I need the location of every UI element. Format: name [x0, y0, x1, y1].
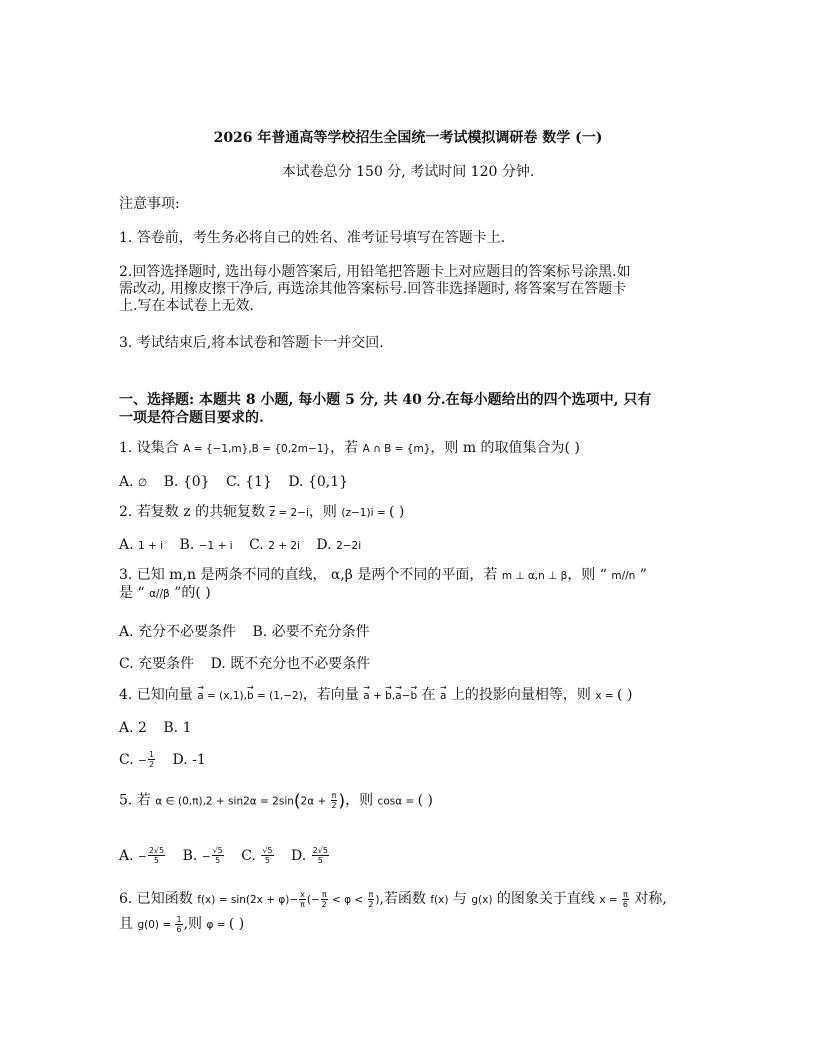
q5-option-b-numerator: √5 [212, 846, 223, 855]
q4-option-c-numerator: 1 [148, 750, 155, 759]
q1-text-3: ，则 m 的取值集合为( ) [430, 440, 580, 456]
q5-option-a-label: A. [119, 847, 139, 864]
q3-text-2: ，则 “ [567, 567, 612, 583]
q6-text-3: 与 [448, 891, 472, 907]
exam-title: 2026 年普通高等学校招生全国统一考试模拟调研卷 数学 (一) [213, 130, 603, 146]
q5-math-2: (0,π) [178, 795, 203, 808]
q3-text-1: 3. 已知 m,n 是两条不同的直线， α,β 是两个不同的平面，若 [119, 567, 502, 583]
q6-pi-over-2-b [368, 890, 375, 909]
q2-math-2: (z−1)i = [341, 507, 389, 519]
q4-text-3: 在 [417, 687, 441, 703]
q4-option-d[interactable]: D. -1 [172, 751, 206, 768]
q6-math-2: (− [306, 894, 320, 906]
note-3: 3. 考试结束后,将本试卷和答题卡一并交回. [119, 335, 384, 351]
q2-option-c-label: C. [249, 537, 269, 553]
q4-option-c-sign: − [138, 754, 147, 767]
section-heading-line-2: 一项是符合题目要求的. [119, 410, 264, 426]
q1-option-b-label: B. [163, 474, 183, 490]
note-2-line-3: 上.写在本试卷上无效. [119, 298, 254, 314]
q6-text-8: ( ) [228, 916, 245, 932]
q6-frac3-denominator: 2 [368, 899, 374, 909]
q1-math-1: A = {−1,m},B = {0,2m−1} [183, 443, 331, 455]
q4-math-2: = (1,−2) [253, 690, 303, 702]
exam-subtitle: 本试卷总分 150 分, 考试时间 120 分钟. [281, 164, 535, 180]
q6-frac5-numerator: 1 [176, 914, 182, 924]
q6-math-5: f(x) [430, 894, 449, 906]
q6-one-over-6 [175, 915, 182, 934]
q3-text-5: ”的( ) [169, 585, 211, 601]
q4-option-c[interactable] [119, 752, 156, 768]
q1-option-d-value: {0,1} [307, 474, 349, 490]
q4-options-row-1 [119, 720, 704, 737]
q5-option-c-label: C. [241, 847, 261, 864]
q4-plus: + [369, 690, 386, 702]
q6-text-5: 对称, [629, 891, 667, 907]
q1-option-c-label: C. [226, 474, 246, 490]
q3-options-row-2 [119, 656, 704, 673]
q2-option-a-value: 1 + i [138, 540, 164, 552]
q3-option-b[interactable]: B. 必要不充分条件 [252, 624, 370, 640]
q4-vec-a-2: → a [395, 688, 401, 705]
q1-math-2: A ∩ B = {m} [362, 443, 431, 455]
question-2 [119, 504, 704, 522]
q2-option-c[interactable] [249, 537, 300, 553]
q3-line-2 [119, 585, 704, 603]
q6-text-7: ,则 [183, 916, 207, 932]
q1-text-2: ，若 [330, 440, 363, 456]
q6-math-1: f(x) = sin(2x + φ)− [197, 894, 299, 906]
q2-conjugate-z: $\overline{z}$ [269, 507, 276, 519]
q6-math-9: φ = [206, 919, 229, 931]
note-2-line-1: 2.回答选择题时, 选出每小题答案后, 用铅笔把答题卡上对应题目的答案标号涂黑.如 [119, 264, 631, 280]
note-2-line-2: 需改动, 用橡皮擦干净后, 再选涂其他答案标号.回答非选择题时, 将答案写在答题卡 [119, 281, 627, 297]
q5-option-c-denominator: 5 [264, 856, 270, 865]
q5-option-d-numerator: 2√5 [312, 846, 328, 855]
q6-text-1: 6. 已知函数 [119, 891, 198, 907]
q3-text-4: 是 “ [119, 585, 150, 601]
q3-line-1 [119, 567, 704, 585]
q1-option-b[interactable] [164, 474, 210, 490]
q4-option-b[interactable]: B. 1 [163, 720, 192, 736]
q6-frac4-denominator: 6 [622, 899, 628, 909]
q4-vector-b: → b [247, 688, 254, 705]
q4-text-2: ，若向量 [302, 687, 364, 703]
question-5 [119, 791, 704, 811]
q5-right-paren: ) [338, 791, 346, 812]
q5-frac-denominator: 2 [331, 801, 337, 810]
q2-options [119, 537, 704, 555]
q6-text-4: 的图象关于直线 [492, 891, 600, 907]
q3-option-d[interactable]: D. 既不充分也不必要条件 [210, 656, 371, 672]
q1-option-a-label: A. [119, 474, 139, 490]
q5-text-1: 5. 若 [119, 792, 156, 809]
q5-option-c-fraction [261, 846, 273, 865]
q4-vec-b-1: → b [385, 688, 392, 705]
q3-text-3: ” [635, 567, 647, 583]
q5-option-a-fraction [148, 846, 165, 865]
q5-option-a-sign: − [138, 850, 147, 863]
q6-math-3: < φ < [328, 894, 367, 906]
q2-option-b-value: −1 + i [198, 540, 233, 552]
q4-vector-a: → a [197, 688, 203, 705]
q1-option-c[interactable] [226, 474, 272, 490]
question-3 [119, 567, 704, 603]
q3-options-row-1 [119, 624, 704, 641]
q4-minus: − [401, 690, 411, 702]
q2-option-a[interactable] [119, 537, 163, 553]
q2-text-2: ，则 [308, 504, 342, 520]
q2-option-d-value: 2−2i [336, 540, 362, 552]
q6-frac1-denominator: π [300, 899, 305, 909]
q1-option-d-label: D. [288, 474, 308, 490]
q4-options-row-2 [119, 750, 704, 770]
q5-option-d-denominator: 5 [317, 856, 323, 865]
q1-options [119, 474, 704, 492]
q6-frac5-denominator: 6 [176, 924, 182, 934]
question-6 [119, 889, 704, 935]
q2-option-d-label: D. [316, 537, 337, 553]
q6-math-7: x = [599, 894, 622, 906]
q4-vec-a-1: → a [363, 688, 369, 705]
q3-math-3: α//β [149, 588, 170, 600]
q5-option-a-numerator: 2√5 [148, 846, 165, 855]
q6-frac2-numerator: π [321, 889, 327, 899]
q2-text-3: ( ) [388, 504, 405, 520]
q6-math-4: ) [375, 894, 380, 906]
q5-option-d-fraction [312, 846, 329, 865]
q2-option-b[interactable] [180, 537, 233, 553]
q4-text-1: 4. 已知向量 [119, 687, 198, 703]
q6-math-6: g(x) [471, 894, 493, 906]
q2-option-b-label: B. [179, 537, 199, 553]
q4-comma: , [391, 690, 396, 702]
q2-option-a-label: A. [119, 537, 139, 553]
q1-option-c-value: {1} [245, 474, 272, 490]
q6-frac3-numerator: π [368, 889, 374, 899]
q5-option-b-sign: − [201, 850, 211, 863]
q5-left-paren: ( [293, 791, 301, 812]
q4-math-5: x = [595, 690, 618, 702]
q6-x-over-pi [299, 890, 306, 909]
note-2 [119, 264, 704, 315]
q5-option-c-numerator: √5 [262, 846, 273, 855]
q6-line-1 [119, 889, 704, 910]
q3-math-2: m//n [611, 570, 636, 582]
q5-option-d-label: D. [290, 847, 311, 864]
q5-math-3: ,2 + sin2α = 2sin [202, 795, 294, 808]
q5-text-3: ( ) [417, 792, 433, 809]
q4-option-c-denominator: 2 [148, 760, 155, 769]
q5-math-1: α ∈ [155, 795, 179, 808]
section-heading-line-1: 一、选择题: 本题共 8 小题, 每小题 5 分, 共 40 分.在每小题给出的四个选项中, 只有 [119, 392, 652, 408]
q6-line-2 [119, 914, 704, 935]
q6-pi-over-2-a [321, 890, 328, 909]
q6-frac4-numerator: π [623, 889, 628, 899]
q5-option-c[interactable] [241, 848, 274, 864]
q1-text-1: 1. 设集合 [119, 440, 184, 456]
q5-option-d[interactable] [291, 848, 330, 864]
q3-option-c[interactable]: C. 充要条件 [119, 656, 195, 672]
q4-text-5: ( ) [617, 687, 633, 703]
q6-pi-over-6 [622, 890, 629, 909]
q6-text-2: ,若函数 [379, 891, 431, 907]
q5-option-b[interactable] [183, 848, 225, 864]
q2-math-1: = 2−i [275, 507, 309, 519]
q5-frac-numerator: π [331, 791, 337, 800]
q2-option-c-value: 2 + 2i [268, 540, 300, 552]
q6-text-6: 且 [119, 916, 138, 932]
q5-option-b-denominator: 5 [215, 856, 221, 865]
q4-option-c-fraction [148, 750, 155, 769]
q5-option-a[interactable] [119, 848, 166, 864]
q5-option-a-denominator: 5 [153, 856, 160, 865]
q5-options [119, 846, 704, 866]
notes-heading: 注意事项: [119, 196, 180, 212]
q3-math-1: m ⊥ α,n ⊥ β [501, 570, 568, 582]
q5-text-2: ，则 [345, 792, 378, 809]
q6-math-8: g(0) = [137, 919, 175, 931]
question-1 [119, 440, 704, 458]
q1-option-a-value: ∅ [138, 477, 148, 489]
q5-pi-over-2 [331, 791, 338, 810]
q4-text-4: 上的投影向量相等，则 [446, 687, 596, 703]
q5-option-b-label: B. [182, 847, 202, 864]
q4-option-a[interactable]: A. 2 [119, 720, 147, 736]
note-1: 1. 答卷前，考生务必将自己的姓名、准考证号填写在答题卡上. [119, 230, 506, 246]
q6-frac1-numerator: x [300, 889, 305, 899]
q4-option-c-label: C. [119, 751, 139, 768]
q4-vec-b-2: → b [410, 688, 417, 705]
q1-option-d[interactable] [288, 474, 348, 490]
q6-frac2-denominator: 2 [321, 899, 327, 909]
q3-option-a[interactable]: A. 充分不必要条件 [119, 624, 237, 640]
q5-math-5: cosα = [377, 795, 418, 808]
q4-math-1: = (x,1), [203, 690, 247, 702]
q4-vec-a-3: → a [440, 688, 446, 705]
section-heading [119, 391, 704, 427]
q1-option-a[interactable] [119, 474, 147, 490]
q2-text-1: 2. 若复数 z 的共轭复数 [119, 504, 270, 520]
q2-option-d[interactable] [316, 537, 361, 553]
q1-option-b-value: {0} [182, 474, 210, 490]
q5-option-b-fraction [212, 846, 224, 865]
q5-math-4: 2α + [300, 795, 330, 808]
question-4 [119, 687, 704, 705]
